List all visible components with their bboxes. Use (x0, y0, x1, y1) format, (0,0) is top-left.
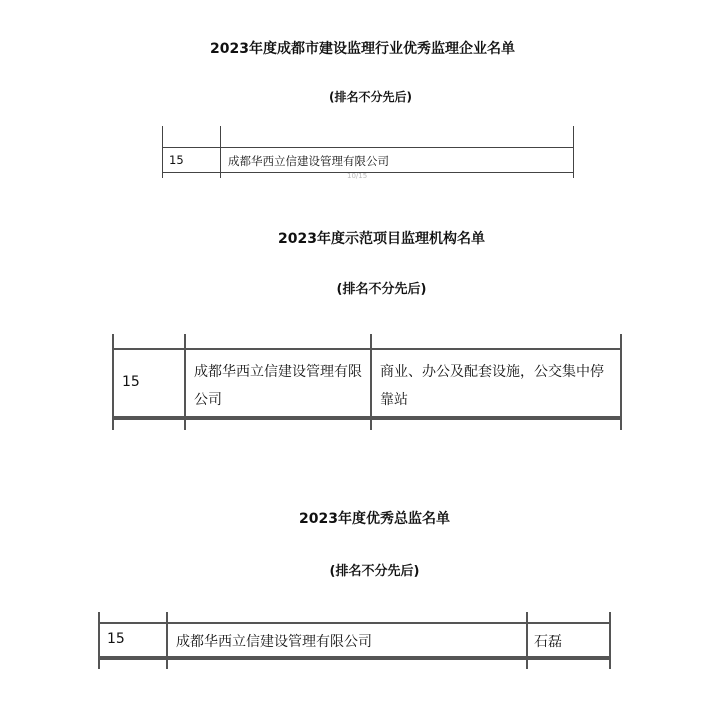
column-divider (220, 173, 221, 178)
column-divider (526, 624, 528, 656)
column-divider (526, 660, 528, 669)
row-number: 15 (122, 374, 140, 390)
column-divider (184, 350, 186, 416)
column-divider (370, 420, 372, 430)
row-number: 15 (107, 631, 125, 647)
table-row (162, 147, 574, 173)
section3-subtitle: (排名不分先后) (329, 564, 420, 579)
section1-title: 2023年度成都市建设监理行业优秀监理企业名单 (210, 41, 515, 57)
company-name: 成都华西立信建设管理有限公司 (176, 634, 372, 650)
table-cut-row (112, 418, 622, 430)
page-indicator: 10/15 (347, 172, 368, 180)
section3-table (98, 612, 611, 669)
column-divider (220, 148, 221, 172)
table-cut-row (162, 172, 574, 178)
project-name: 商业、办公及配套设施，公交集中停靠站 (380, 364, 604, 408)
person-name: 石磊 (534, 634, 562, 650)
section2-title: 2023年度示范项目监理机构名单 (278, 231, 485, 247)
table-cut-row (162, 126, 574, 148)
table-cut-row (98, 658, 611, 669)
table-row (98, 622, 611, 658)
column-divider (166, 660, 168, 669)
section2-subtitle: (排名不分先后) (336, 282, 427, 297)
section1-subtitle: (排名不分先后) (329, 90, 412, 104)
section3-title: 2023年度优秀总监名单 (299, 511, 450, 527)
table-row (112, 348, 622, 418)
column-divider (220, 126, 221, 148)
section2-table (112, 334, 622, 430)
column-divider (184, 420, 186, 430)
section1-table (162, 126, 574, 178)
column-divider (166, 624, 168, 656)
column-divider (370, 350, 372, 416)
company-name: 成都华西立信建设管理有限公司 (194, 364, 362, 408)
company-name: 成都华西立信建设管理有限公司 (228, 154, 389, 168)
row-number: 15 (169, 153, 184, 167)
